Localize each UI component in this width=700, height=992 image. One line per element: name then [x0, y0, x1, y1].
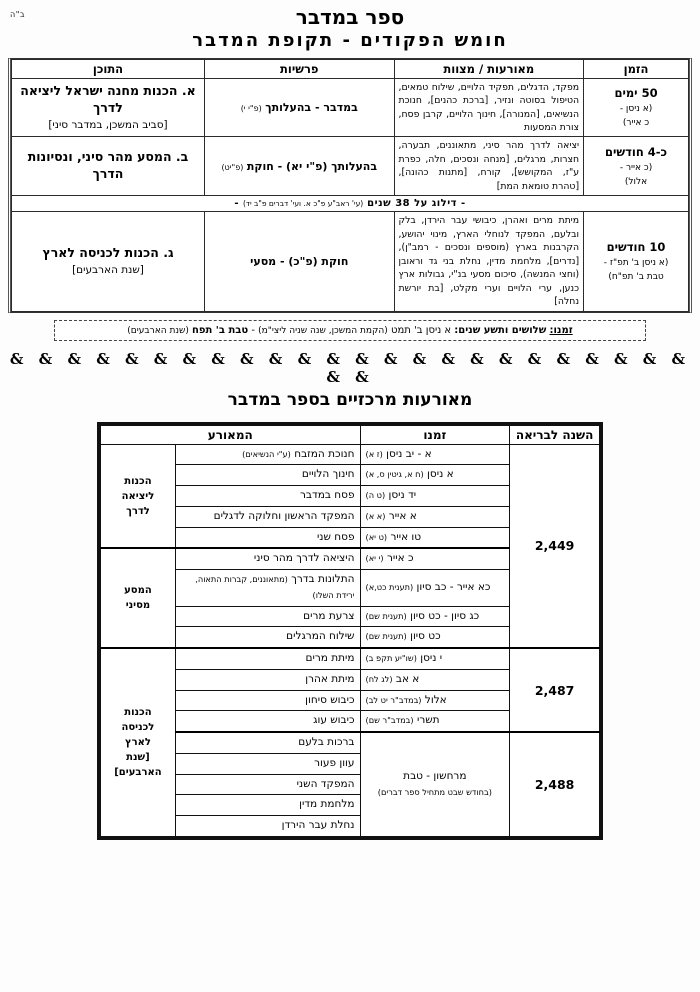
- event-name: [175, 795, 360, 816]
- event-name-text: מיתת מרים: [305, 652, 355, 665]
- document-header: [0, 0, 700, 52]
- table-row: [101, 648, 600, 669]
- events-table-header-row: [101, 425, 600, 444]
- overview-zman-3: [584, 212, 689, 311]
- header-parshiot: פרשיות: [204, 59, 394, 78]
- event-name-text: מיתת אהרן: [305, 672, 355, 685]
- event-name: [175, 732, 360, 753]
- zman-start-2: (כ אייר -: [619, 163, 653, 174]
- group-label-line: לארץ: [124, 737, 151, 748]
- parsha-ref-2: (פ"יט): [221, 162, 244, 172]
- event-time-ref: (ט ה): [365, 490, 386, 501]
- zman-duration-1: 50 ימים: [614, 85, 658, 100]
- group-label-line: הכנות: [124, 475, 152, 487]
- skip-years-cell: [12, 196, 689, 212]
- overview-zman-2: [584, 137, 689, 196]
- year-2487: 2,487: [510, 648, 600, 732]
- event-time: [360, 711, 510, 732]
- event-time: [360, 570, 510, 607]
- page-subtitle: חומש הפקודים - תקופת המדבר: [192, 30, 508, 51]
- header-event: המאורע: [101, 425, 361, 444]
- overview-parsha-1: [204, 78, 394, 137]
- event-name-text: היציאה לדרך מהר סיני: [253, 552, 355, 565]
- event-name: [175, 690, 360, 711]
- event-name: [175, 548, 360, 569]
- table-row: [12, 212, 689, 311]
- event-time-text: א - יב ניסן: [386, 447, 432, 460]
- event-name: [175, 669, 360, 690]
- zman-start-3: (א ניסן ב' תפ"ז -: [603, 258, 669, 269]
- event-time-ref: (לג לח): [365, 673, 393, 684]
- event-name-text: המפקד השני: [296, 777, 355, 790]
- event-time: [360, 444, 510, 465]
- event-time-text: אלול: [424, 693, 447, 706]
- event-time: [360, 527, 510, 548]
- bsd-marker: ב"ה: [10, 10, 26, 19]
- event-time-ref: (תענית שם): [365, 610, 407, 621]
- event-name-text: צרעת מרים: [303, 609, 355, 622]
- event-time-ref: (תענית כט,א): [365, 582, 414, 592]
- group-label-hachanot-liytziah: [101, 444, 176, 548]
- overview-meoraot-3: מיתת מרים ואהרן, כיבושי עבר הירדן, בלק ובלעם, המפקד לנוחלי הארץ, מינוי יהושע, הקרבנות בארץ (מוספים ונסכים - רמב"ן), [נדרים], מלחמת מדין, נחלת בני גד וראובן (וחצי המנשה), סיכום מסעי בנ"י, גבולות ארץ כנען, ערי הלויים וערי מקלט, [בת יורשת נחלה]: [394, 212, 584, 311]
- event-name: [175, 486, 360, 507]
- overview-table-container: [8, 58, 692, 313]
- time-summary-from: א ניסן ב' תמט: [391, 324, 452, 336]
- group-label-line: המסע: [124, 585, 152, 597]
- tochen-title-1: א. הכנות מחנה ישראל ליציאה לדרך: [20, 83, 196, 115]
- parsha-ref-1: (פ"י י): [240, 103, 262, 113]
- event-time-text: א ניסן: [427, 468, 454, 481]
- event-name: [175, 506, 360, 527]
- event-time-text: טו אייר: [390, 530, 422, 543]
- skip-years-row: [12, 196, 689, 212]
- event-name: [175, 816, 360, 837]
- event-name-text: כיבוש עוג: [313, 714, 355, 727]
- overview-parsha-3: [204, 212, 394, 311]
- event-time: [360, 486, 510, 507]
- year-2449: 2,449: [510, 444, 600, 648]
- time-summary-dash: -: [251, 324, 255, 336]
- overview-table: [11, 59, 689, 312]
- event-name: [175, 753, 360, 774]
- parsha-name-1: במדבר - בהעלותך: [265, 100, 358, 114]
- skip-years-source: (עי' ראב"ע פ"כ א. ועי' דברים פ"ב יד): [242, 199, 364, 209]
- skip-years-text: - דילוג על 38 שנים: [367, 198, 466, 210]
- group-label-hamasa-misinai: [101, 548, 176, 648]
- event-name-text: פסח שני: [316, 530, 355, 543]
- overview-parsha-2: [204, 137, 394, 196]
- event-time-text: כא אייר - כב סיון: [416, 581, 491, 593]
- group-label-line: מסיני: [125, 600, 151, 612]
- event-name-text: שילוח המרגלים: [286, 630, 355, 643]
- zman-end-2: אלול): [624, 176, 648, 187]
- event-time: [360, 465, 510, 486]
- overview-table-header-row: [12, 59, 689, 78]
- event-name: [175, 774, 360, 795]
- event-name-text: מלחמת מדין: [299, 798, 355, 811]
- time-summary-to: טבת ב' תפח: [192, 324, 249, 336]
- header-tochen: התוכן: [12, 59, 205, 78]
- parsha-name-2: בהעלותך (פ"י יא) - חוקת: [246, 159, 378, 173]
- overview-tochen-2: [12, 137, 205, 196]
- section-title: מאורעות מרכזיים בספר במדבר: [227, 389, 473, 410]
- group-label-hachanot-lichnisa: [101, 648, 176, 836]
- time-summary-label: זמנו:: [549, 324, 573, 336]
- event-name-text: חנוכת המזבח: [294, 447, 355, 460]
- event-time: [360, 606, 510, 627]
- event-time: [360, 627, 510, 648]
- event-name: [175, 570, 360, 607]
- event-name-text: עוון פעור: [314, 756, 355, 769]
- event-name-text: חינוך הלויים: [301, 468, 355, 481]
- page-title: ספר במדבר: [295, 5, 405, 29]
- event-time-ref: (במדב"ר שם): [365, 715, 414, 726]
- event-time-text: כג סיון - כט סיון: [410, 609, 480, 622]
- zman-end-3: טבת ב' תפ"ח): [608, 271, 664, 282]
- tochen-note-3: [שנת הארבעים]: [72, 264, 144, 277]
- header-zman: הזמן: [584, 59, 689, 78]
- group-label-line: לכניסה: [121, 722, 155, 733]
- overview-tochen-3: [12, 212, 205, 311]
- event-time-text: יד ניסן: [388, 489, 417, 502]
- event-time-text: י ניסן: [420, 652, 443, 665]
- overview-meoraot-1: מפקד, הדגלים, תפקיד הלויים, שילוח טמאים, הטיפול בסוטה ונזיר, [ברכת כהנים], חנוכת הנשיאים, [המנורה], חינוך הלויים, קרבן פסח, צורת המסעות: [394, 78, 584, 137]
- zman-end-1: כ אייר): [622, 117, 650, 128]
- event-time-ref: (ח א, גיטין ס, א): [365, 469, 424, 480]
- event-time: [360, 648, 510, 669]
- tochen-title-3: ג. הכנות לכניסה לארץ: [42, 245, 174, 261]
- zman-duration-2: כ-4 חודשים: [605, 144, 668, 159]
- event-name: [175, 606, 360, 627]
- group-label-line: הכנות: [124, 707, 152, 718]
- header-time: זמנו: [360, 425, 510, 444]
- event-name: [175, 444, 360, 465]
- time-summary-headline: שלושים ותשע שנים:: [454, 324, 547, 336]
- event-time-merged: [360, 732, 510, 836]
- event-time-ref: (תענית שם): [365, 631, 407, 642]
- event-time: [360, 506, 510, 527]
- event-name-text: כיבוש סיחון: [305, 693, 355, 706]
- event-time-ref: (א א): [365, 510, 386, 521]
- header-meoraot: מאורעות / מצוות: [394, 59, 584, 78]
- event-name-text: התלונות בדרך: [291, 573, 355, 586]
- zman-start-1: (א ניסן -: [619, 104, 653, 115]
- overview-meoraot-2: יציאה לדרך מהר סיני, מתאוננים, תבערה, חצרות, מרגלים, [מנחה ונסכים, חלה, כפרת ע"ז, המקושש], קורח, [מתנות כהונה], [טהרת טומאת המת]: [394, 137, 584, 196]
- event-time-text: כט סיון: [410, 630, 441, 643]
- tochen-title-2: ב. המסע מהר סיני, ונסיונות הדרך: [27, 149, 189, 181]
- event-time: [360, 669, 510, 690]
- event-name: [175, 711, 360, 732]
- event-time: [360, 690, 510, 711]
- year-2488: 2,488: [510, 732, 600, 836]
- event-name: [175, 465, 360, 486]
- overview-zman-1: [584, 78, 689, 137]
- table-row: [101, 732, 600, 753]
- zman-duration-3: 10 חודשים: [606, 239, 666, 254]
- events-table: [100, 425, 600, 837]
- event-time-text: מרחשון - טבת: [403, 769, 467, 782]
- event-time-ref: (ז א): [365, 448, 383, 459]
- time-summary-note-1: (הקמת המשכן, שנה שניה ליצי"מ): [258, 325, 388, 336]
- table-row: [12, 137, 689, 196]
- event-time-ref: (בחודש שבט מתחיל ספר דברים): [377, 786, 492, 797]
- event-time-ref: (י יא): [365, 553, 384, 564]
- event-time-text: א אב: [395, 672, 420, 685]
- event-name-text: פסח במדבר: [300, 489, 355, 502]
- event-time-ref: (שו"יע תקפ ב): [365, 653, 417, 664]
- tochen-note-1: [סביב המשכן, במדבר סיני]: [48, 118, 168, 131]
- group-label-line: ליציאה: [121, 490, 155, 502]
- event-name-text: נחלת עבר הירדן: [281, 819, 355, 832]
- event-name-text: המפקד הראשון וחלוקה לדגלים: [213, 509, 355, 522]
- event-name: [175, 527, 360, 548]
- event-time: [360, 548, 510, 569]
- event-name: [175, 627, 360, 648]
- group-label-note: [שנת הארבעים]: [114, 752, 162, 778]
- ornamental-divider: & & & & & & & & & & & & & & & & & & & & & & & & & &: [9, 349, 691, 386]
- event-time-ref: (ט יא): [365, 531, 388, 542]
- event-name-note: (מתאוננים, קברות התאוה, ירידת השלו): [195, 574, 355, 600]
- event-time-ref: (במדב"ר יט לב): [365, 694, 422, 705]
- event-name: [175, 648, 360, 669]
- event-time-text: א אייר: [388, 509, 417, 522]
- table-row: [101, 444, 600, 465]
- event-name-note: (ע"י הנשיאים): [242, 448, 291, 459]
- skip-years-dash: -: [234, 198, 239, 210]
- parsha-name-3: חוקת (פ"כ) - מסעי: [250, 254, 349, 268]
- header-year: השנה לבריאה: [510, 425, 600, 444]
- event-time-text: תשרי: [416, 714, 440, 727]
- table-row: [12, 78, 689, 137]
- event-time-text: כ אייר: [386, 552, 414, 565]
- events-table-container: [97, 422, 603, 840]
- time-summary-box: [54, 320, 646, 341]
- group-label-line: לדרך: [126, 505, 150, 517]
- overview-tochen-1: [12, 78, 205, 137]
- event-name-text: ברכות בלעם: [298, 736, 355, 749]
- time-summary-note-2: (שנת הארבעים): [127, 325, 189, 336]
